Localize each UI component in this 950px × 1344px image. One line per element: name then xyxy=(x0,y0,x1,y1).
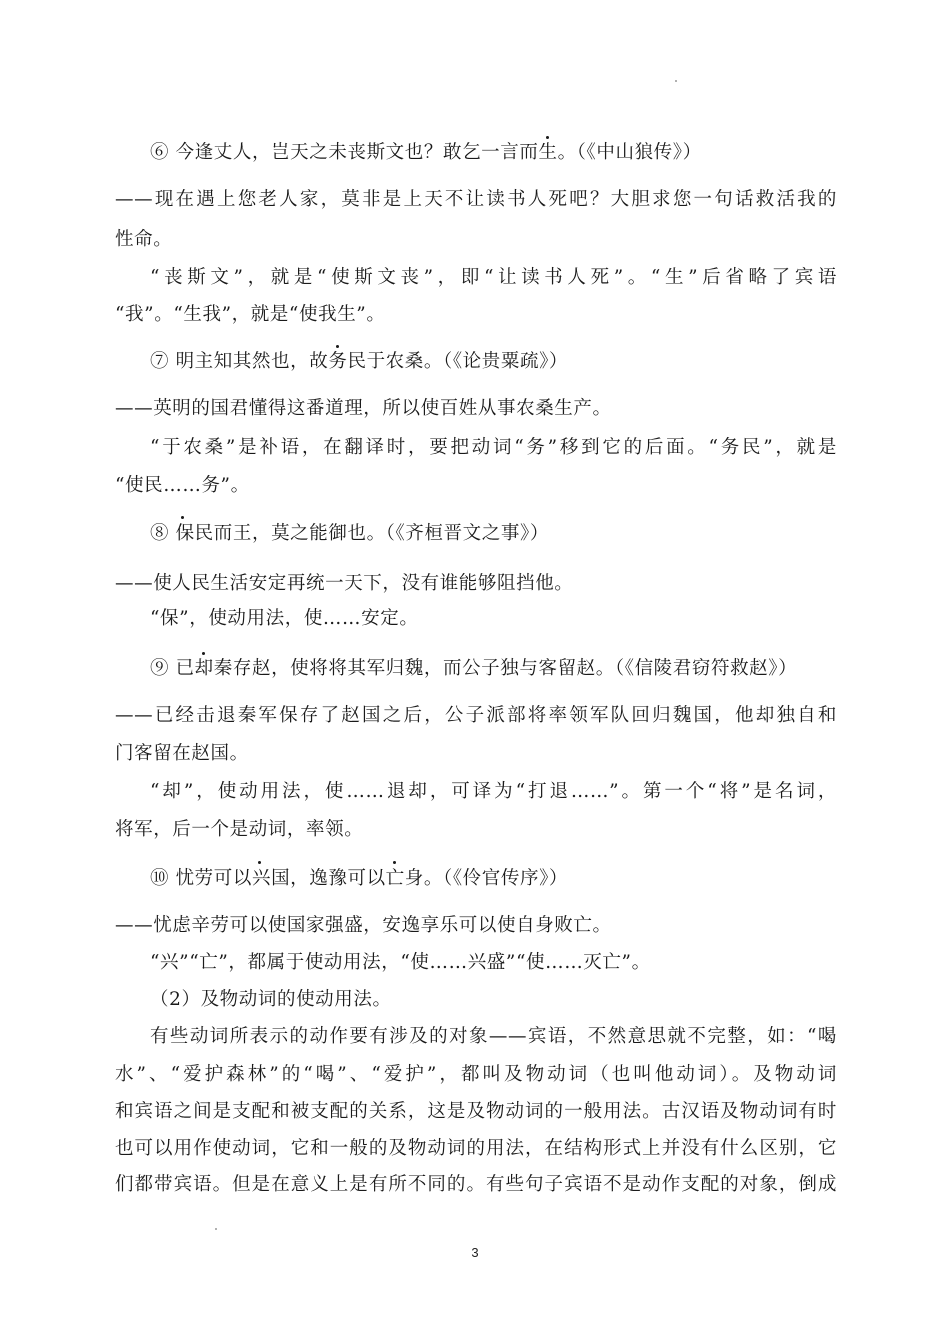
example-7-note-cont: “使民……务”。 xyxy=(115,475,250,496)
example-6-translation-cont: 性命。 xyxy=(115,229,173,250)
emphasis-dot xyxy=(258,861,261,864)
example-9-translation-cont: 门客留在赵国。 xyxy=(115,743,249,764)
example-7-sentence: ⑦ 明主知其然也，故务民于农桑。（《论贵粟疏》） xyxy=(150,351,569,372)
scan-speck xyxy=(215,1228,217,1230)
example-9-note: “却”，使动用法，使……退却，可译为“打退……”。第一个“将”是名词， xyxy=(150,781,837,802)
example-9-translation: ——已经击退秦军保存了赵国之后，公子派部将率领军队回归魏国，他却独自和 xyxy=(115,705,837,726)
body-paragraph-line: 水”、“爱护森林”的“喝”、“爱护”，都叫及物动词（也叫他动词）。及物动词 xyxy=(115,1064,837,1085)
body-paragraph-line: 们都带宾语。但是在意义上是有所不同的。有些句子宾语不是动作支配的对象，倒成 xyxy=(115,1174,837,1195)
example-10-note: “兴”“亡”，都属于使动用法，“使……兴盛”“使……灭亡”。 xyxy=(150,952,651,973)
example-10-translation: ——忧虑辛劳可以使国家强盛，安逸享乐可以使自身败亡。 xyxy=(115,915,612,936)
example-8-sentence: ⑧ 保民而王，莫之能御也。（《齐桓晋文之事》） xyxy=(150,523,549,544)
example-6-sentence: ⑥ 今逢丈人，岂天之未丧斯文也？敢乞一言而生。（《中山狼传》） xyxy=(150,142,702,163)
example-8-translation: ——使人民生活安定再统一天下，没有谁能够阻挡他。 xyxy=(115,573,574,594)
example-7-note: “于农桑”是补语，在翻译时，要把动词“务”移到它的后面。“务民”，就是 xyxy=(150,437,837,458)
scan-speck xyxy=(675,80,677,82)
emphasis-dot xyxy=(393,861,396,864)
example-8-note: “保”，使动用法，使……安定。 xyxy=(150,608,419,629)
example-9-note-cont: 将军，后一个是动词，率领。 xyxy=(115,819,364,840)
body-paragraph-line: 和宾语之间是支配和被支配的关系，这是及物动词的一般用法。古汉语及物动词有时 xyxy=(115,1101,837,1122)
example-10-sentence: ⑩ 忧劳可以兴国，逸豫可以亡身。（《伶官传序》） xyxy=(150,868,569,889)
example-6-note: “丧斯文”，就是“使斯文丧”，即“让读书人死”。“生”后省略了宾语 xyxy=(150,267,837,288)
section-heading: （2）及物动词的使动用法。 xyxy=(150,989,392,1010)
emphasis-dot xyxy=(181,516,184,519)
emphasis-dot xyxy=(336,345,339,348)
emphasis-dot xyxy=(546,136,549,139)
example-6-note-cont: “我”。“生我”，就是“使我生”。 xyxy=(115,304,386,325)
example-9-sentence: ⑨ 已却秦存赵，使将将其军归魏，而公子独与客留赵。（《信陵君窃符救赵》） xyxy=(150,658,798,679)
body-paragraph-line: 有些动词所表示的动作要有涉及的对象——宾语，不然意思就不完整，如：“喝 xyxy=(150,1026,837,1047)
emphasis-dot xyxy=(202,652,205,655)
page-number: 3 xyxy=(471,1245,479,1260)
example-7-translation: ——英明的国君懂得这番道理，所以使百姓从事农桑生产。 xyxy=(115,398,612,419)
example-6-translation: ——现在遇上您老人家，莫非是上天不让读书人死吧？大胆求您一句话救活我的 xyxy=(115,189,837,210)
body-paragraph-line: 也可以用作使动词，它和一般的及物动词的用法，在结构形式上并没有什么区别，它 xyxy=(115,1138,837,1159)
